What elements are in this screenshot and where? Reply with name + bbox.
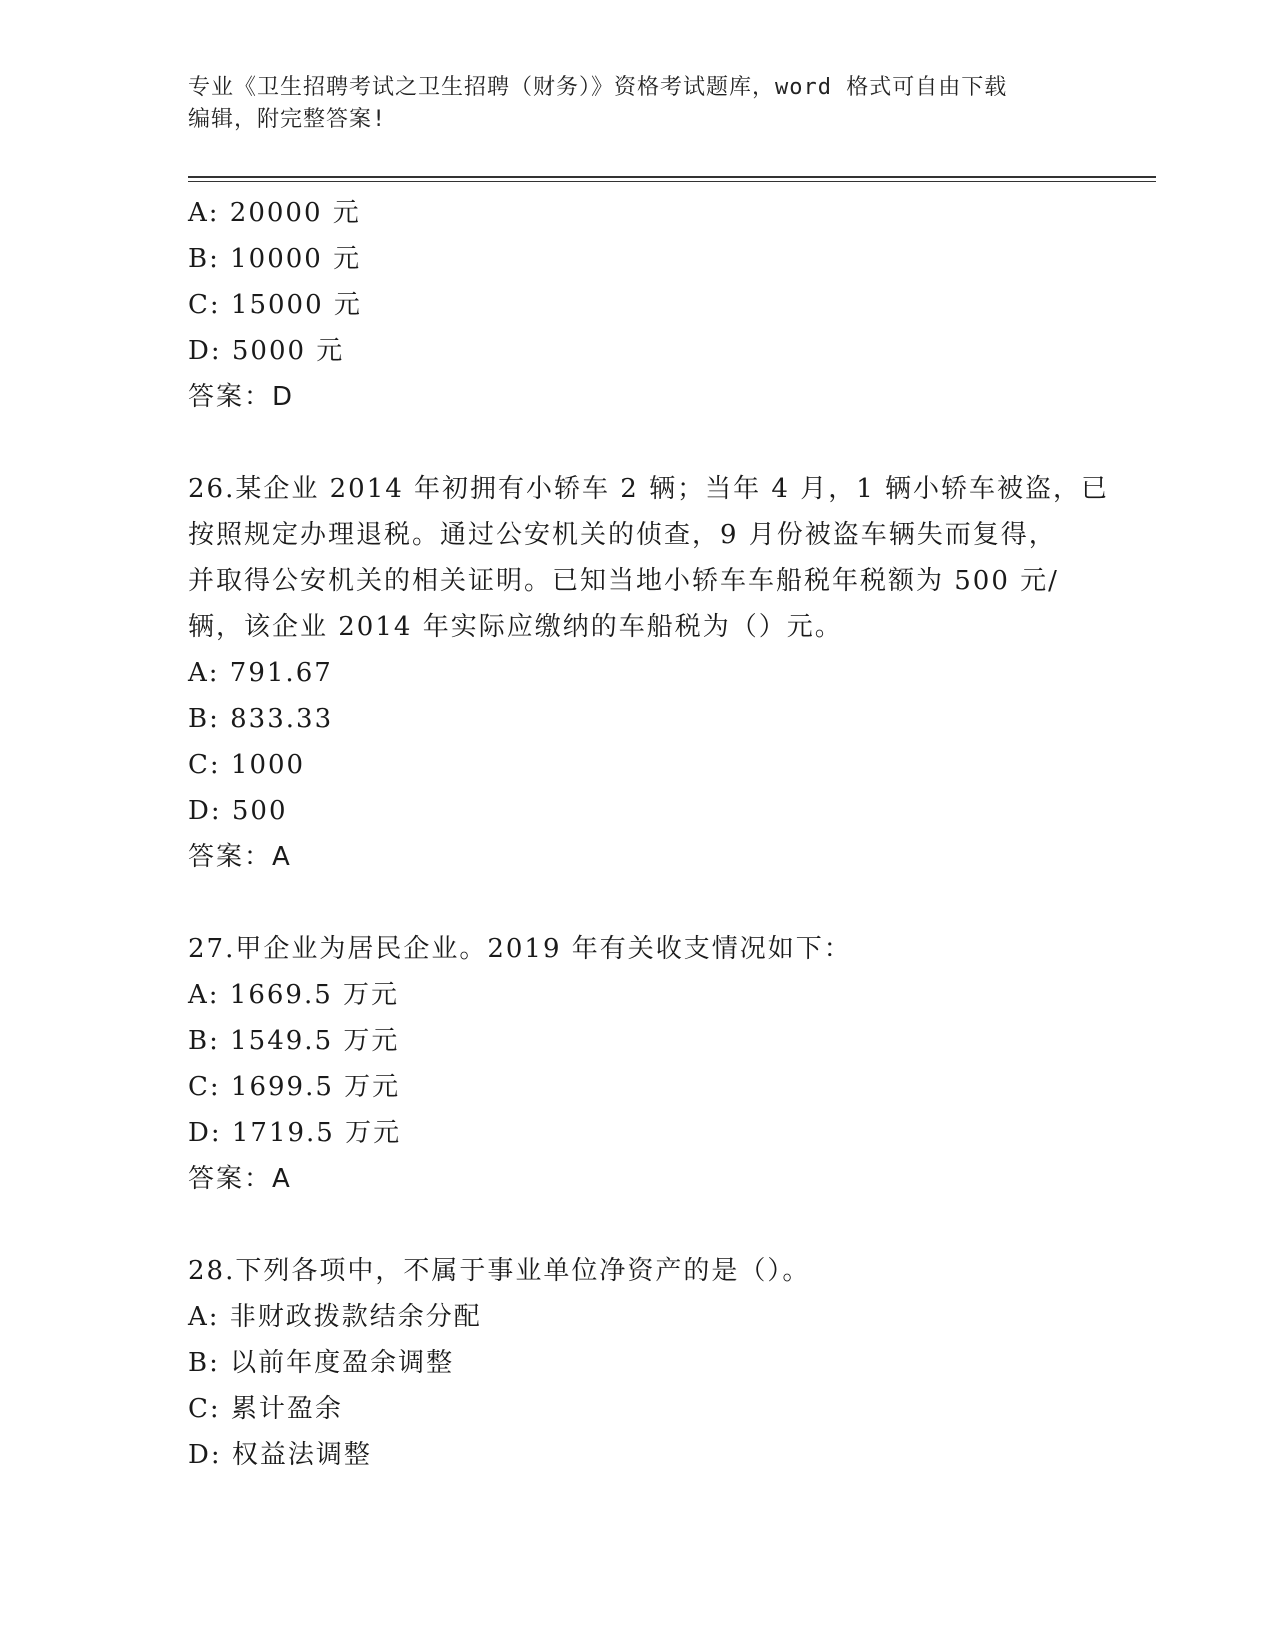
option-d: D: 1719.5 万元 (188, 1118, 402, 1148)
option-c: C: 1699.5 万元 (188, 1072, 401, 1102)
option-a: A: 20000 元 (188, 198, 361, 228)
option-a: A: 791.67 (188, 658, 333, 688)
option-a: A: 非财政拨款结余分配 (188, 1302, 482, 1332)
question-stem-line: 并取得公安机关的相关证明。已知当地小轿车车船税年税额为 500 元/ (188, 566, 1059, 596)
question-stem: 28.下列各项中，不属于事业单位净资产的是（）。 (188, 1256, 811, 1286)
spacer (188, 880, 1088, 926)
header-divider-thick (188, 176, 1156, 178)
option-d: D: 权益法调整 (188, 1440, 372, 1470)
answer-line: 答案：A (188, 842, 292, 872)
header-line-2: 编辑，附完整答案! (188, 107, 387, 132)
option-b: B: 1549.5 万元 (188, 1026, 400, 1056)
question-stem: 27.甲企业为居民企业。2019 年有关收支情况如下： (188, 934, 852, 964)
question-list (188, 190, 1109, 1478)
spacer (188, 420, 1088, 466)
option-b: B: 以前年度盈余调整 (188, 1348, 455, 1378)
option-d: D: 5000 元 (188, 336, 345, 366)
question-stem-line: 26.某企业 2014 年初拥有小轿车 2 辆；当年 4 月，1 辆小轿车被盗，已 (188, 474, 1109, 504)
question-25 (188, 190, 1088, 420)
header-line-1: 专业《卫生招聘考试之卫生招聘（财务）》资格考试题库，word 格式可自由下载 (188, 75, 1008, 100)
option-b: B: 833.33 (188, 704, 334, 734)
answer-line: 答案：A (188, 1164, 292, 1194)
question-27 (188, 926, 1088, 1202)
option-c: C: 15000 元 (188, 290, 362, 320)
option-b: B: 10000 元 (188, 244, 362, 274)
option-d: D: 500 (188, 796, 288, 826)
option-a: A: 1669.5 万元 (188, 980, 400, 1010)
header-divider-thin (188, 181, 1156, 182)
answer-line: 答案：D (188, 382, 295, 412)
question-stem-line: 按照规定办理退税。通过公安机关的侦查，9 月份被盗车辆失而复得， (188, 520, 1057, 550)
spacer (188, 1202, 1088, 1248)
question-stem-line: 辆，该企业 2014 年实际应缴纳的车船税为（）元。 (188, 612, 843, 642)
document-header (188, 72, 1088, 136)
option-c: C: 累计盈余 (188, 1394, 343, 1424)
question-26 (188, 466, 1109, 880)
option-c: C: 1000 (188, 750, 306, 780)
question-28 (188, 1248, 1088, 1478)
